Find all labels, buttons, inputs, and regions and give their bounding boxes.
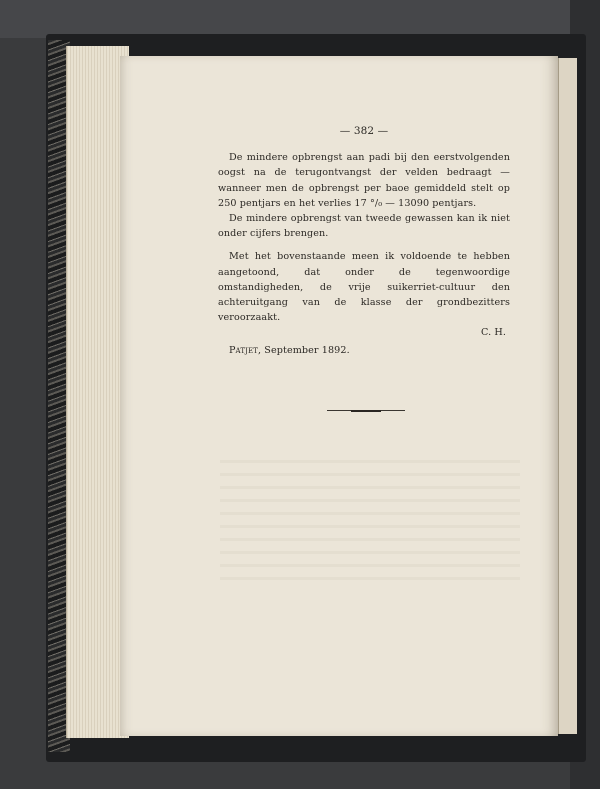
author-signature: C. H. — [480, 327, 506, 339]
bleed-through-text — [220, 450, 520, 590]
place-date-line — [218, 343, 510, 358]
paragraph-second-crops: De mindere opbrengst van tweede gewassen kan ik niet onder cijfers brengen. — [218, 213, 510, 240]
page-text — [218, 124, 510, 358]
page-number: — 382 — — [339, 125, 389, 137]
scanner-backdrop — [0, 0, 600, 38]
paragraph-padi-loss: De mindere opbrengst aan padi bij den eerstvolgenden oogst na de terugontvangst der velden bedraagt — wanneer men de opbrengst per baoe gemiddeld stelt op 250 pentjars en het verlies 17 °/₀ — 13090 pentjars. — [218, 152, 510, 209]
place-name: Patjet, — [229, 344, 262, 356]
date-text: September 1892. — [264, 344, 350, 356]
paragraph-conclusion: Met het bovenstaande meen ik voldoende te hebben aangetoond, dat onder de tegenwoordige omstandigheden, de vrije suikerriet-cultuur den achteruitgang van de klasse der grondbezitters veroorzaakt. — [218, 251, 510, 324]
end-rule-divider — [327, 410, 405, 411]
facing-page-edge — [558, 58, 577, 734]
